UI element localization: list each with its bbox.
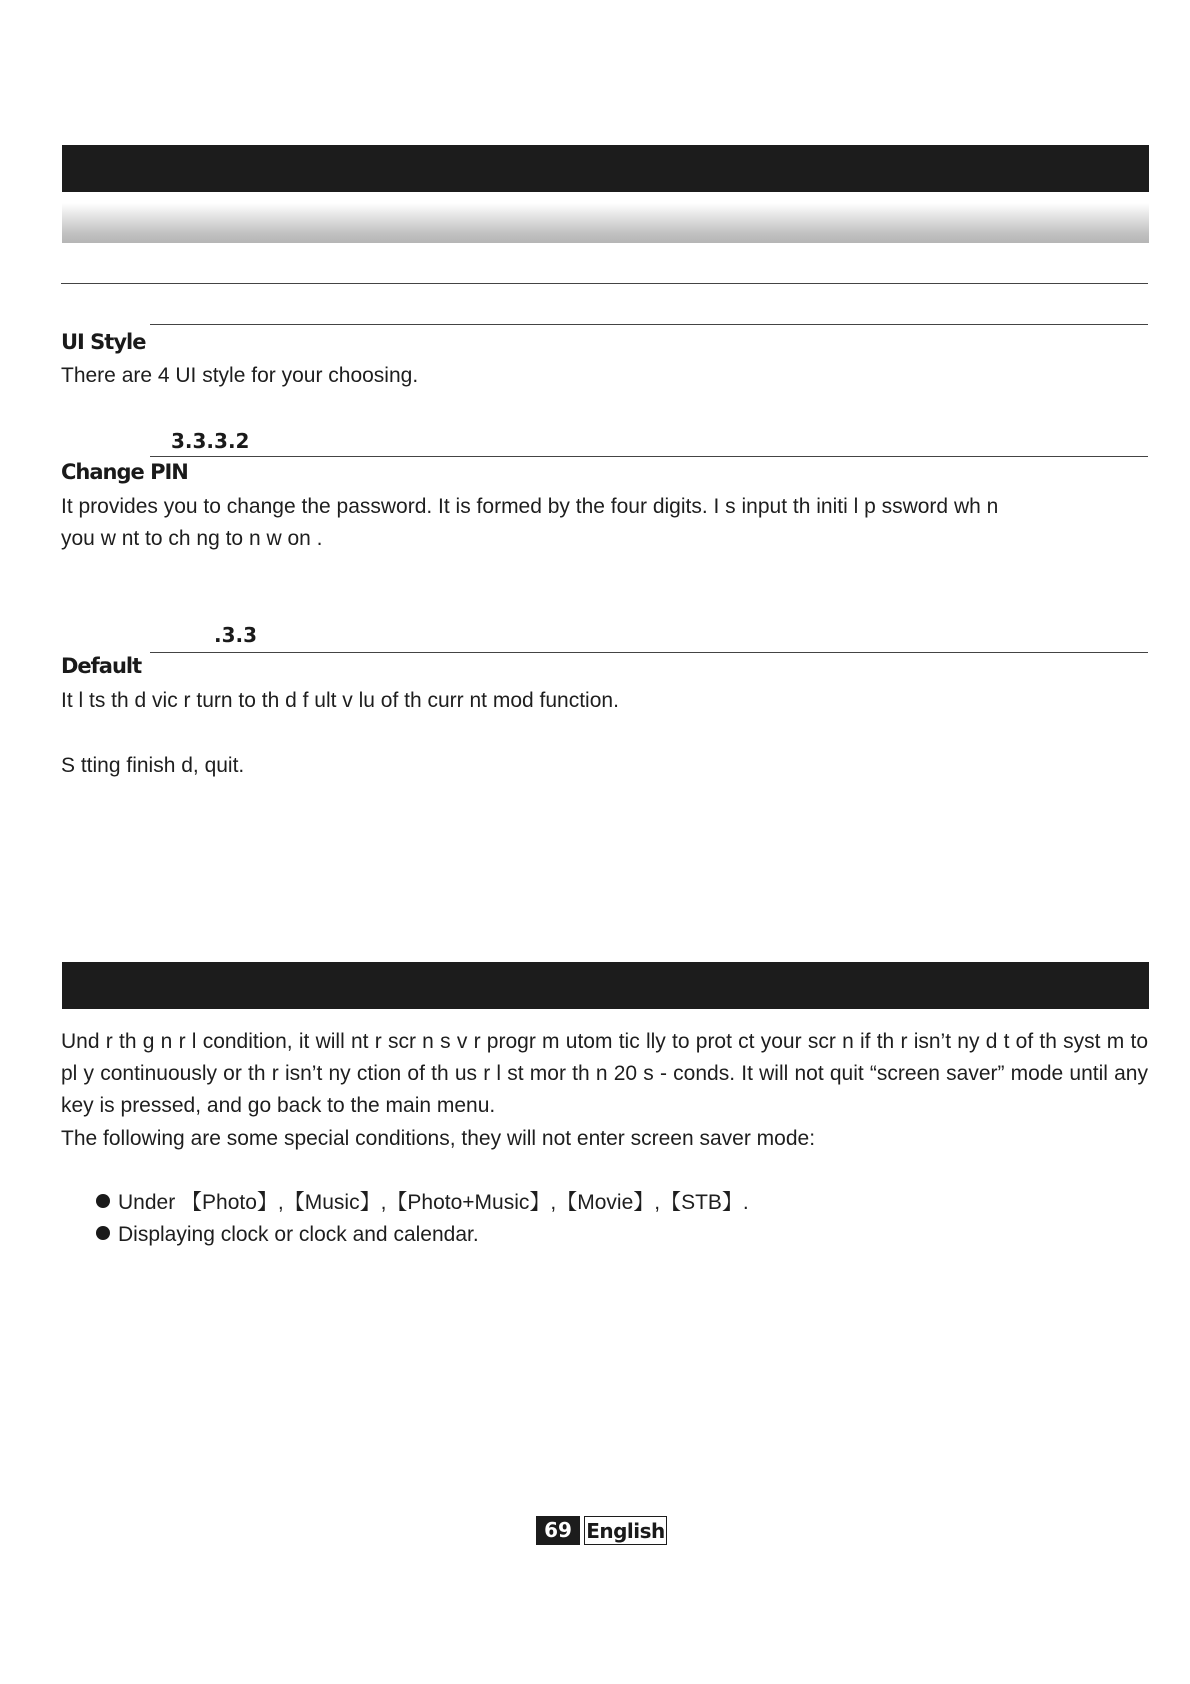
page-number: 69 bbox=[536, 1516, 580, 1545]
setting-finished-text: S tting finish d, quit. bbox=[61, 754, 245, 777]
divider bbox=[150, 324, 1148, 325]
section-number: 3.3.3.2 bbox=[171, 429, 250, 453]
subsection-header-bar bbox=[62, 203, 1149, 243]
section-number: .3.3 bbox=[214, 623, 258, 647]
ui-style-text: There are 4 UI style for your choosing. bbox=[61, 364, 419, 387]
ui-style-heading: UI Style bbox=[61, 330, 146, 354]
special-conditions-intro: The following are some special conditions, they will not enter screen saver mode: bbox=[61, 1127, 816, 1150]
list-item: Displaying clock or clock and calendar. bbox=[96, 1219, 479, 1251]
divider bbox=[61, 283, 1148, 284]
section-header-bar bbox=[62, 962, 1149, 1009]
change-pin-line-2: you w nt to ch ng to n w on . bbox=[61, 527, 323, 550]
change-pin-heading: Change PIN bbox=[61, 460, 188, 484]
section-header-bar bbox=[62, 145, 1149, 192]
screen-saver-paragraph: Und r th g n r l condition, it will nt r scr n s v r progr m utom tic lly to prot ct your scr n if th r isn’t ny d t of th syst m to pl y continuously or th r isn’t ny ction of th us r l st mor th n 20 s - conds. It will not quit “screen saver” mode until any key is pressed, and go back to the main menu. bbox=[61, 1030, 1148, 1117]
language-label: English bbox=[584, 1516, 667, 1545]
divider bbox=[150, 652, 1148, 653]
default-text: It l ts th d vic r turn to th d f ult v lu of th curr nt mod function. bbox=[61, 689, 619, 712]
list-item: Under 【Photo】,【Music】,【Photo+Music】,【Movie】,【STB】. bbox=[96, 1187, 749, 1219]
default-heading: Default bbox=[61, 654, 142, 678]
bullet-icon bbox=[96, 1194, 110, 1208]
divider bbox=[150, 456, 1148, 457]
bullet-icon bbox=[96, 1226, 110, 1240]
change-pin-line-1: It provides you to change the password. It is formed by the four digits. I s input th initi l p ssword wh n bbox=[61, 495, 999, 518]
